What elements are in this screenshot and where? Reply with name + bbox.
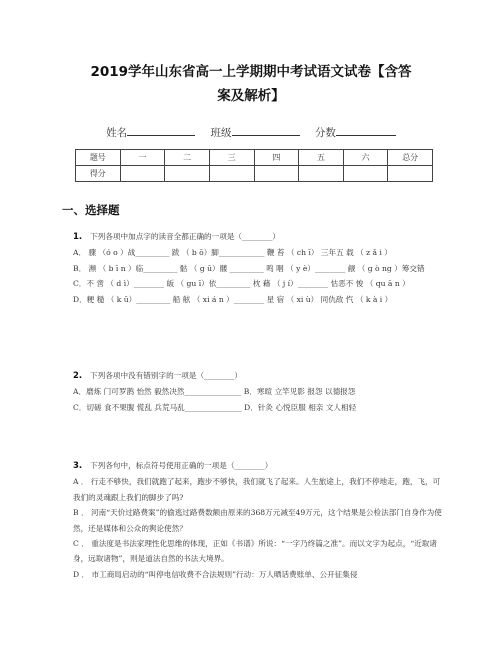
score-header-cell: 四 [254, 150, 299, 166]
option-d[interactable]: D ． 市工商局启动的“叫停电信收费不合法规则”行动：万人晒话费账单、公开征集侵 [73, 569, 358, 579]
score-header-cell: 三 [209, 150, 254, 166]
class-label: 班级 [210, 127, 232, 139]
score-table-header-row [76, 150, 433, 166]
option-a-b[interactable]: A．磨炼 门可罗鹊 怡然 毅然决然_______________ B．寒暄 立竿见影 报怨 以德报怨 [73, 387, 356, 397]
class-blank[interactable] [232, 124, 300, 136]
score-header-cell: 五 [299, 150, 344, 166]
score-cell[interactable] [388, 166, 433, 182]
score-cell[interactable] [343, 166, 388, 182]
name-blank[interactable] [127, 124, 195, 136]
score-label: 分数 [314, 127, 336, 139]
question-stem: 下列各项中加点字的读音全都正确的一项是（________） [90, 232, 280, 241]
score-cell[interactable] [120, 166, 165, 182]
question-3 [73, 458, 443, 582]
score-cell[interactable] [165, 166, 210, 182]
option-d[interactable]: D．粳 糙 （ k ū）_________ 船 舷 （ xi á n ）________ 星 宿 （ xi ù） 同仇敌 忾 （ k à i ） [73, 294, 393, 304]
name-label: 姓名 [106, 127, 128, 139]
question-1 [73, 229, 443, 307]
question-number: 3. [73, 461, 83, 471]
score-row-label: 得分 [76, 166, 121, 182]
score-blank[interactable] [336, 124, 396, 136]
option-b[interactable]: B ． 河南“天价过路费案”的偷逃过路费数额由原来的368万元减至49万元，这个结果是公检法部门自身作为使然，还是媒体和公众的舆论使然？ [73, 508, 442, 533]
score-header-cell: 六 [343, 150, 388, 166]
score-header-cell: 二 [165, 150, 210, 166]
score-header-cell: 总分 [388, 150, 433, 166]
exam-title-line2: 案及解析】 [217, 88, 285, 104]
score-table [75, 149, 433, 182]
score-table-score-row [76, 166, 433, 182]
option-c[interactable]: C．不 啻 （ d ì）________ 皈 （ gu ī）依_________ 枕 藉 （ j í）________ 怙恶不 悛 （ qu ā n ） [73, 279, 410, 289]
option-c[interactable]: C ． 重法度是书法家理性化思维的体现，正如《书谱》所说：“一字乃终篇之准”。而以文字为起点，“近取诸身，远取诸物”，则是道法自然的书法大境界。 [73, 539, 437, 564]
score-header-cell: 题号 [76, 150, 121, 166]
score-cell[interactable] [299, 166, 344, 182]
option-a[interactable]: A． 骤 （ó o ）战_________ 跋 （ b ō）脚____________ 鞭 苔 （ ch ī） 三年五 载 （ z ǎ i ） [73, 248, 392, 258]
exam-title-line1: 2019学年山东省高一上学期期中考试语文试卷【含答 [90, 64, 412, 80]
section-heading: 一、选择题 [62, 203, 120, 217]
score-cell[interactable] [254, 166, 299, 182]
score-cell[interactable] [209, 166, 254, 182]
question-2 [73, 368, 443, 415]
option-a[interactable]: A ． 行走不够快，我们就跑了起来，跑步不够快，我们就飞了起来。人生旅途上，我们不停地走，跑，飞，可我们的灵魂跟上我们的脚步了吗? [73, 477, 441, 502]
question-stem: 下列各句中，标点符号使用正确的一项是（________） [90, 461, 273, 470]
question-number: 1. [73, 232, 83, 242]
option-b[interactable]: B． 濒 （ b ī n ）临_________ 骷 （ g ū）髅 _________ 鸣 咽 （ y è）________ 觎 （ g ò ng ）筹交错 [73, 263, 425, 273]
student-info-row [0, 124, 502, 140]
question-number: 2. [73, 371, 83, 381]
question-stem: 下列各项中没有错别字的一项是（________） [90, 371, 243, 380]
score-header-cell: 一 [120, 150, 165, 166]
option-c-d[interactable]: C．切磋 食不果腹 慌乱 兵荒马乱_______________ D．针灸 心悦臣服 相亲 文人相轻 [73, 402, 357, 412]
